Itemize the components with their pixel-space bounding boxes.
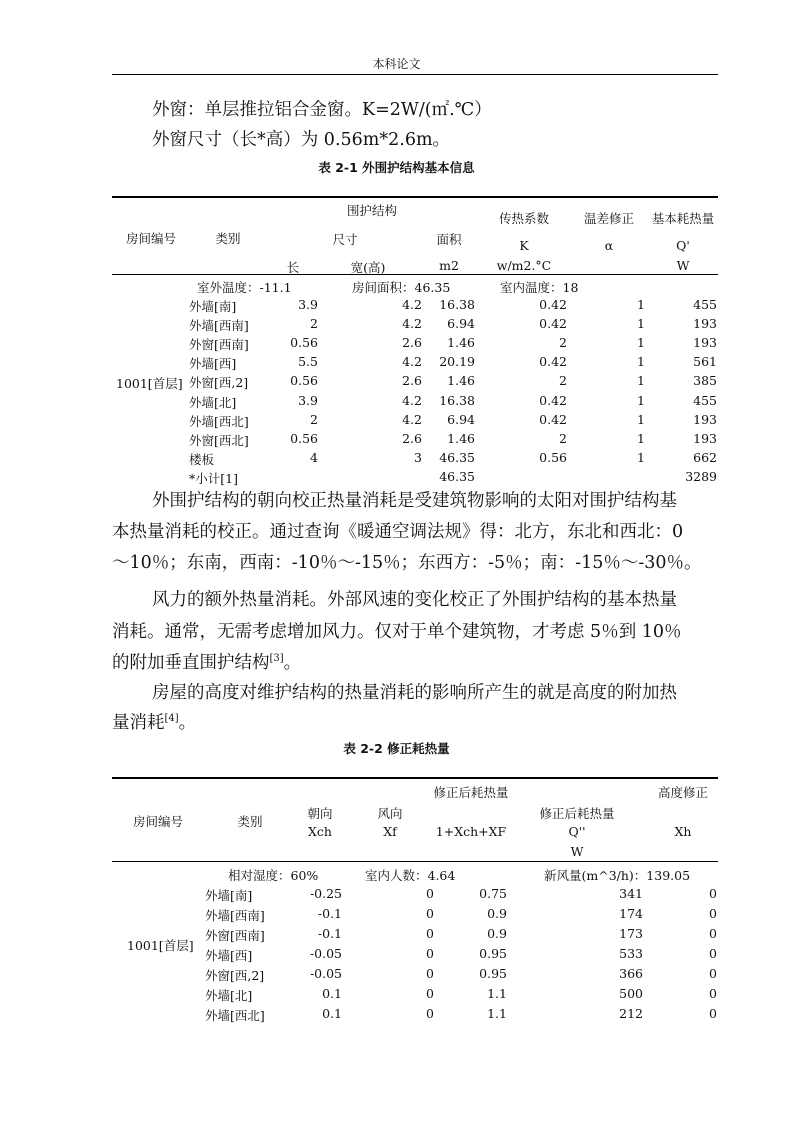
t1-h-k-symbol: K (519, 238, 529, 253)
t2-cell-xh: 0 (709, 906, 717, 921)
t1-h-envelope: 围护结构 (346, 203, 398, 218)
intro-line-2: 外窗尺寸（长*高）为 0.56m*2.6m。 (152, 130, 451, 150)
t1-cell-area: 16.38 (439, 297, 475, 312)
t1-cell-area: 20.19 (439, 354, 475, 370)
t1-cell-length: 3.9 (298, 297, 318, 312)
t2-cell-factor: 0.9 (487, 906, 507, 921)
p2-line-2: 消耗。通常，无需考虑增加风力。仅对于单个建筑物，才考虑 5％到 10％ (112, 622, 682, 642)
t1-cell-q: 193 (693, 411, 717, 427)
t1-cell-category: 楼板 (189, 451, 215, 467)
t2-cell-xh: 0 (709, 1006, 717, 1021)
t1-cell-area: 1.46 (447, 430, 475, 446)
t2-h-xh: Xh (674, 824, 692, 839)
t1-h-size: 尺寸 (332, 232, 358, 247)
t1-info-room-area: 房间面积：46.35 (352, 280, 451, 295)
p2-line-1: 风力的额外热量消耗。外部风速的变化校正了外围护结构的基本热量 (152, 590, 677, 610)
t2-info-people: 室内人数：4.64 (365, 868, 456, 883)
t1-cell-q: 662 (693, 449, 717, 465)
t2-cell-q: 212 (619, 1006, 643, 1021)
t1-cell-alpha: 1 (637, 335, 645, 351)
t1-cell-k: 0.42 (539, 354, 567, 370)
t2-cell-xh: 0 (709, 946, 717, 961)
intro-line-1: 外窗：单层推拉铝合金窗。K=2W/(㎡.℃） (152, 100, 492, 120)
t2-h-q2: Q'' (568, 824, 586, 839)
ref-4: [4] (164, 713, 179, 725)
t1-cell-alpha: 1 (637, 297, 645, 312)
t1-cell-category: *小计[1] (189, 470, 238, 486)
t2-h-height-corr: 高度修正 (657, 785, 709, 800)
t1-cell-q: 193 (693, 335, 717, 351)
t2-h-formula: 1+Xch+XF (435, 824, 507, 839)
t1-cell-area: 1.46 (447, 373, 475, 389)
t1-h-q-unit: W (676, 258, 690, 273)
t1-h-q-symbol: Q' (676, 238, 690, 253)
t1-cell-category: 外窗[西北] (189, 432, 249, 448)
t1-cell-k: 0.42 (539, 297, 567, 312)
page-header: 本科论文 (372, 57, 421, 71)
t1-h-width-height: 宽(高) (350, 260, 386, 275)
p3-line-1: 房屋的高度对维护结构的热量消耗的影响所产生的就是高度的附加热 (152, 683, 677, 703)
t1-cell-width: 2.6 (402, 335, 422, 351)
t1-cell-alpha: 1 (637, 316, 645, 332)
t1-cell-area: 6.94 (447, 316, 475, 332)
t2-cell-xf: 0 (426, 1006, 434, 1021)
p1-line-1: 外围护结构的朝向校正热量消耗是受建筑物影响的太阳对围护结构基 (152, 491, 677, 511)
t1-cell-length: 2 (310, 411, 318, 427)
t1-h-basic-heat: 基本耗热量 (651, 211, 715, 226)
t2-cell-xf: 0 (426, 906, 434, 921)
t1-cell-area: 46.35 (439, 449, 475, 465)
t2-h-corr-heat: 修正后耗热量 (539, 806, 615, 821)
table2-header-rule (112, 861, 718, 862)
t1-cell-width: 3 (414, 449, 422, 465)
t1-cell-area: 46.35 (439, 468, 475, 484)
t1-cell-k: 0.56 (539, 449, 567, 465)
ref-3: [3] (269, 653, 284, 665)
t2-cell-category: 外墙[西] (205, 948, 253, 963)
t2-cell-factor: 0.75 (479, 886, 507, 901)
t1-cell-area: 1.46 (447, 335, 475, 351)
t2-cell-factor: 1.1 (487, 986, 507, 1001)
t1-cell-alpha: 1 (637, 430, 645, 446)
t2-cell-xch: 0.1 (322, 986, 342, 1001)
t2-cell-q: 341 (619, 886, 643, 901)
p3-line-2-text: 量消耗 (112, 713, 165, 733)
t2-cell-q: 174 (619, 906, 643, 921)
t2-h-room-no: 房间编号 (132, 814, 184, 829)
t1-h-k-unit: w/m2.°C (496, 258, 552, 273)
t2-cell-xh: 0 (709, 926, 717, 941)
t1-cell-q: 455 (693, 392, 717, 408)
t1-h-area: 面积 (436, 232, 462, 247)
t2-room-label: 1001[首层] (127, 938, 194, 953)
t2-cell-xch: -0.05 (309, 946, 342, 961)
t1-cell-category: 外窗[西,2] (189, 375, 249, 391)
t1-cell-area: 6.94 (447, 411, 475, 427)
t1-cell-alpha: 1 (637, 449, 645, 465)
t2-cell-xf: 0 (426, 966, 434, 981)
t1-cell-q: 193 (693, 430, 717, 446)
t1-cell-width: 4.2 (402, 392, 422, 408)
t1-h-length: 长 (286, 260, 300, 275)
t2-cell-factor: 1.1 (487, 1006, 507, 1021)
p2-end: 。 (283, 653, 302, 673)
t1-cell-category: 外墙[北] (189, 394, 237, 410)
t2-h-xf: Xf (383, 824, 397, 839)
t2-cell-xf: 0 (426, 946, 434, 961)
t2-h-orient: 朝向 (307, 806, 333, 821)
t2-cell-category: 外窗[西,2] (205, 968, 265, 983)
t2-cell-xf: 0 (426, 926, 434, 941)
t2-cell-category: 外墙[西北] (205, 1008, 265, 1023)
table2-top-rule (112, 777, 718, 779)
t2-cell-xch: 0.1 (322, 1006, 342, 1021)
t1-h-temp-corr: 温差修正 (583, 211, 635, 226)
t1-info-indoor: 室内温度：18 (500, 280, 579, 295)
t2-cell-xch: -0.1 (317, 926, 342, 941)
t2-cell-category: 外窗[西南] (205, 928, 265, 943)
t1-cell-area: 16.38 (439, 392, 475, 408)
t2-cell-q: 173 (619, 926, 643, 941)
p1-line-2: 本热量消耗的校正。通过查询《暖通空调法规》得：北方，东北和西北：0 (112, 522, 684, 542)
t1-cell-category: 外窗[西南] (189, 337, 249, 353)
t2-cell-category: 外墙[北] (205, 988, 253, 1003)
t1-h-alpha: α (604, 238, 614, 253)
t2-cell-factor: 0.9 (487, 926, 507, 941)
t2-cell-factor: 0.95 (479, 966, 507, 981)
t1-cell-width: 4.2 (402, 316, 422, 332)
t2-cell-q: 533 (619, 946, 643, 961)
t1-cell-width: 4.2 (402, 297, 422, 312)
t1-h-room-no: 房间编号 (125, 231, 177, 246)
header-rule (112, 74, 718, 75)
t1-room-label: 1001[首层] (116, 376, 183, 391)
t1-cell-k: 0.42 (539, 411, 567, 427)
t1-cell-q: 385 (693, 373, 717, 389)
t1-cell-k: 2 (559, 335, 567, 351)
table2-caption: 表 2-2 修正耗热量 (343, 741, 450, 756)
t2-info-fresh-air: 新风量(m^3/h)：139.05 (544, 868, 691, 883)
p3-line-2 (112, 709, 196, 734)
t2-h-xch: Xch (308, 824, 332, 839)
t2-cell-xh: 0 (709, 986, 717, 1001)
t2-info-humidity: 相对湿度：60% (228, 868, 319, 883)
t1-h-area-unit: m2 (439, 258, 459, 273)
t1-cell-k: 0.42 (539, 316, 567, 332)
t2-cell-xch: -0.05 (309, 966, 342, 981)
t1-cell-k: 2 (559, 430, 567, 446)
t1-cell-width: 4.2 (402, 411, 422, 427)
t2-cell-category: 外墙[西南] (205, 908, 265, 923)
p3-end: 。 (178, 713, 197, 733)
t1-cell-length: 3.9 (298, 392, 318, 408)
table1-caption: 表 2-1 外围护结构基本信息 (318, 160, 475, 175)
t1-cell-width: 2.6 (402, 430, 422, 446)
t1-cell-length: 0.56 (290, 335, 318, 351)
t1-cell-q: 455 (693, 297, 717, 312)
t2-cell-q: 366 (619, 966, 643, 981)
t1-cell-q: 561 (693, 354, 717, 370)
t1-cell-category: 外墙[西] (189, 356, 237, 372)
table1-header-rule (112, 274, 718, 275)
p2-line-3 (112, 649, 301, 674)
t2-cell-xf: 0 (426, 986, 434, 1001)
t1-cell-category: 外墙[西北] (189, 413, 249, 429)
t2-cell-xch: -0.1 (317, 906, 342, 921)
t1-h-category: 类别 (215, 231, 241, 246)
t1-cell-category: 外墙[南] (189, 299, 237, 314)
t1-cell-length: 2 (310, 316, 318, 332)
t2-h-w: W (570, 844, 584, 859)
t1-cell-length: 0.56 (290, 373, 318, 389)
p2-line-3-text: 的附加垂直围护结构 (112, 653, 270, 673)
t1-cell-q: 3289 (685, 468, 717, 484)
t1-cell-alpha: 1 (637, 411, 645, 427)
t1-cell-length: 5.5 (298, 354, 318, 370)
t2-h-wind: 风向 (377, 806, 403, 821)
t1-cell-k: 0.42 (539, 392, 567, 408)
t2-cell-factor: 0.95 (479, 946, 507, 961)
t1-cell-alpha: 1 (637, 354, 645, 370)
t2-cell-xh: 0 (709, 886, 717, 901)
t1-cell-k: 2 (559, 373, 567, 389)
t1-cell-alpha: 1 (637, 373, 645, 389)
t2-cell-xf: 0 (426, 886, 434, 901)
table1-top-rule (112, 196, 718, 198)
t2-cell-xch: -0.25 (309, 886, 342, 901)
t2-cell-q: 500 (619, 986, 643, 1001)
t1-cell-alpha: 1 (637, 392, 645, 408)
t2-h-category: 类别 (237, 814, 263, 829)
t1-cell-category: 外墙[西南] (189, 318, 249, 334)
t1-cell-width: 4.2 (402, 354, 422, 370)
t1-cell-width: 2.6 (402, 373, 422, 389)
t2-cell-category: 外墙[南] (205, 888, 253, 903)
t2-h-corr-group: 修正后耗热量 (433, 785, 509, 800)
t1-cell-length: 0.56 (290, 430, 318, 446)
t1-h-k-title: 传热系数 (498, 211, 550, 226)
t1-cell-q: 193 (693, 316, 717, 332)
t2-cell-xh: 0 (709, 966, 717, 981)
t1-cell-length: 4 (310, 449, 318, 465)
t1-info-outdoor: 室外温度：-11.1 (197, 280, 292, 295)
p1-line-3: ～10％；东南，西南：-10％～-15％；东西方：-5％；南：-15％～-30％。 (112, 553, 702, 573)
